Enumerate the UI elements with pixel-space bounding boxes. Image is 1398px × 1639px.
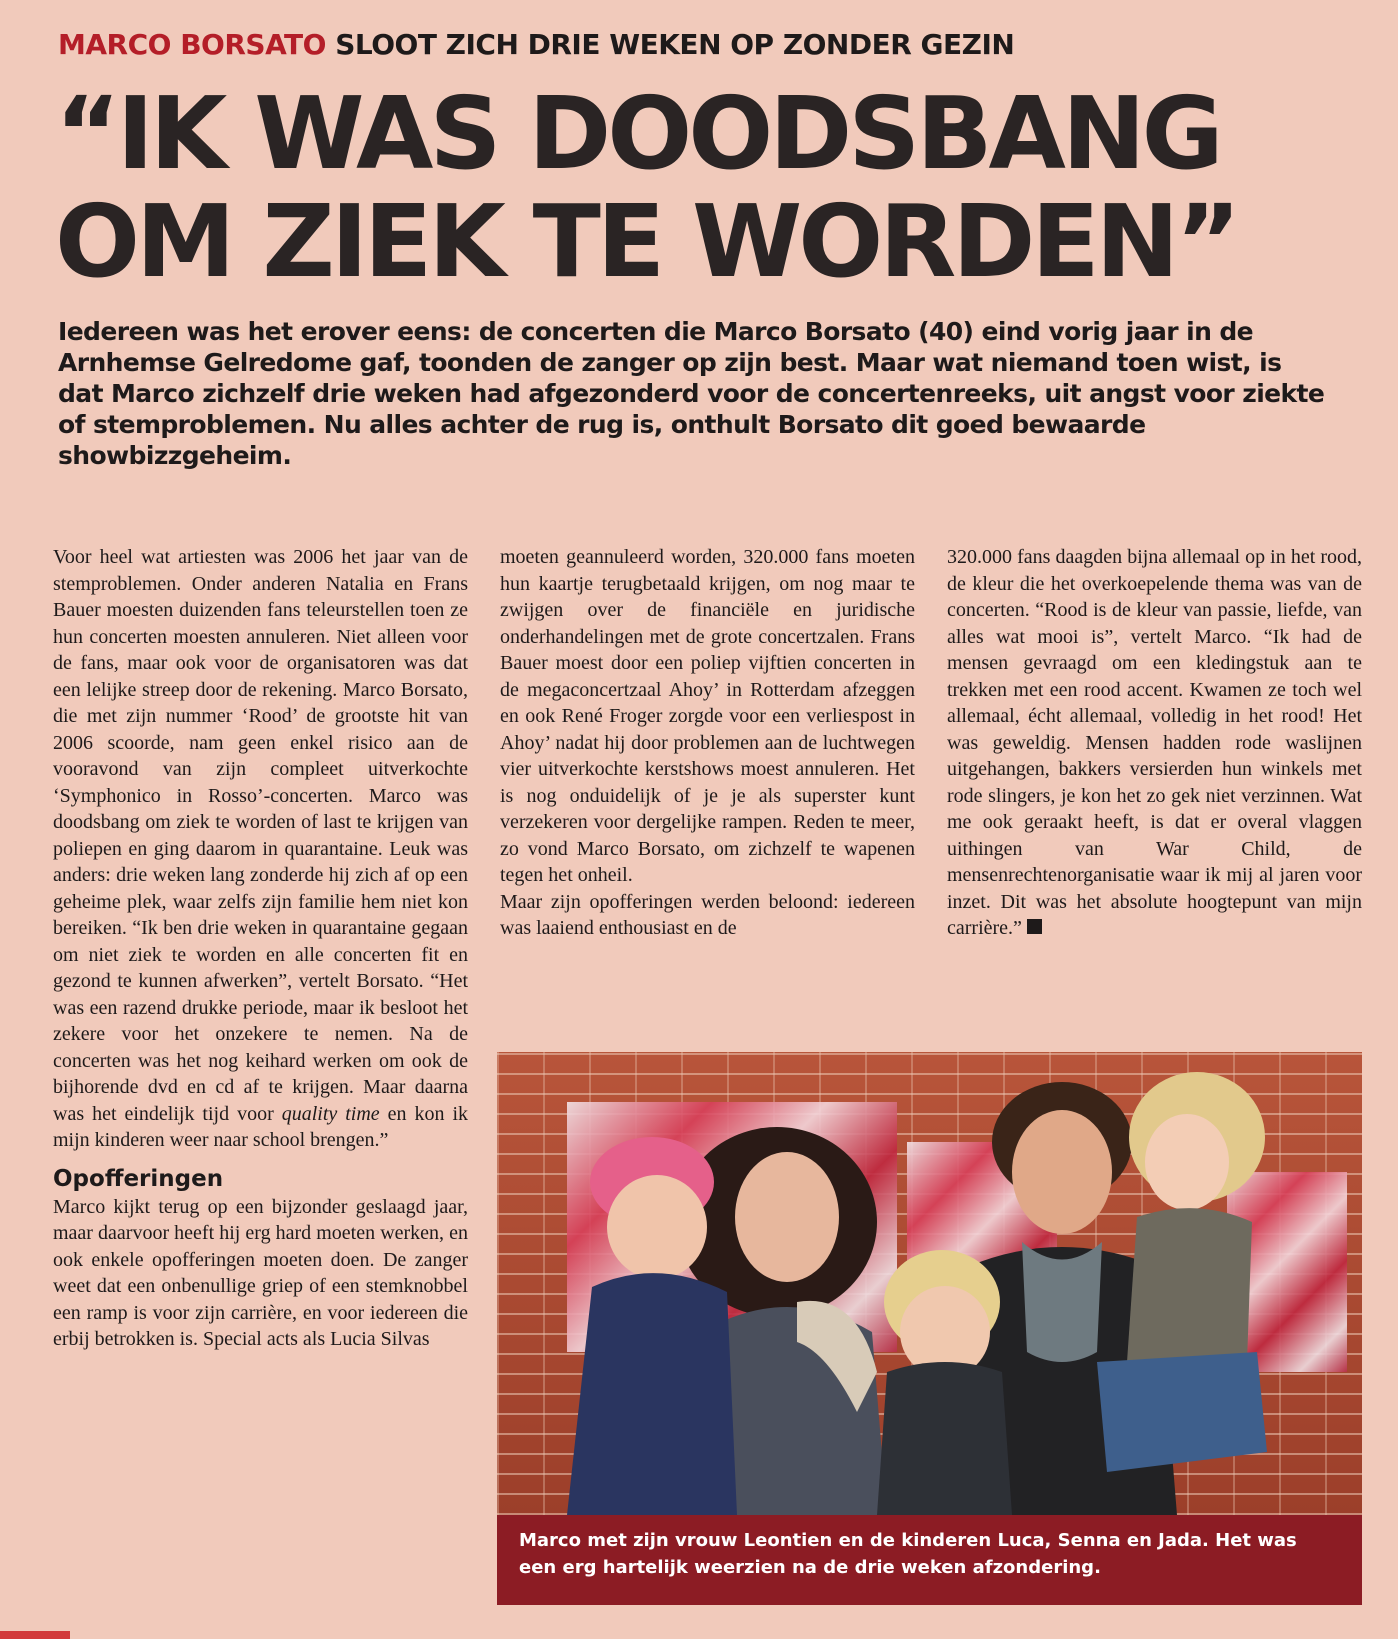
paragraph-text: 320.000 fans daagden bijna allemaal op in het rood, de kleur die het overkoepelende thema was van de concerten. “Rood is de kleur van passie, liefde, van alles wat mooi is”, vertelt Marco. “Ik had de mensen gevraagd om een kledingstuk aan te trekken met een rood accent. Kwamen ze toch wel allemaal, écht allemaal, volledig in het rood! Het was geweldig. Mensen hadden rode waslijnen uitgehangen, bakkers versierden hun winkels met rode slingers, je kon het zo gek niet verzinnen. Wat me ook geraakt heeft, is dat er overal vlaggen uithingen van War Child, de mensenrechtenorganisatie waar ik mij al jaren voor inzet. Dit was het absolute hoogtepunt van mijn carrière.” [947,546,1362,939]
photo-caption: Marco met zijn vrouw Leontien en de kinderen Luca, Senna en Jada. Het was een erg hartelijk weerzien na de drie weken afzondering. [497,1515,1362,1605]
article-column-1 [53,544,468,1353]
paragraph [53,544,468,1154]
family-figures [497,1052,1362,1515]
paragraph-text: en kon ik mijn kinderen weer naar school brengen.” [53,1102,468,1151]
photo-figure [497,1052,1362,1605]
paragraph: Maar zijn opofferingen werden beloond: iedereen was laaiend enthousiast en de [500,890,915,939]
article-column-3 [947,544,1362,942]
headline: “IK WAS DOODSBANG OM ZIEK TE WORDEN” [55,75,1238,300]
paragraph: Marco kijkt terug op een bijzonder geslaagd jaar, maar daarvoor heeft hij erg hard moeten werken, en ook enkele opofferingen moeten doen. De zanger weet dat een onbenullige griep of een stemknobbel een ramp is voor zijn carrière, en voor iedereen die erbij betrokken is. Special acts als Lucia Silvas [53,1195,468,1350]
article-column-2 [500,544,915,999]
lead-paragraph: Iedereen was het erover eens: de concerten die Marco Borsato (40) eind vorig jaar in de Arnhemse Gelredome gaf, toonden de zanger op zijn best. Maar wat niemand toen wist, is dat Marco zichzelf drie weken had afgezonderd voor de concertenreeks, uit angst voor ziekte of stemproblemen. Nu alles achter de rug is, onthult Borsato dit goed bewaarde showbizzgeheim. [58,317,1325,470]
subheading: Opofferingen [53,1165,224,1192]
kicker-text: SLOOT ZICH DRIE WEKEN OP ZONDER GEZIN [325,28,1015,61]
page-corner-tab [0,1631,70,1639]
paragraph-text: Voor heel wat artiesten was 2006 het jaar van de stemproblemen. Onder anderen Natalia en Frans Bauer moesten duizenden fans teleurstellen toen ze hun concerten moesten annuleren. Niet alleen voor de fans, maar ook voor de organisatoren was dat een lelijke streep door de rekening. Marco Borsato, die met zijn nummer ‘Rood’ de grootste hit van 2006 scoorde, nam geen enkel risico aan de vooravond van zijn compleet uitverkochte ‘Symphonico in Rosso’-concerten. Marco was doodsbang om ziek te worden of last te krijgen van poliepen en ging daarom in quarantaine. Leuk was anders: drie weken lang zonderde hij zich af op een geheime plek, waar zelfs zijn familie hem niet kon bereiken. “Ik ben drie weken in quarantaine gegaan om niet ziek te worden en alle concerten fit en gezond te kunnen afwerken”, vertelt Borsato. “Het was een razend drukke periode, maar ik besloot het zekere voor het onzekere te nemen. Na de concerten was het nog keihard werken om ook de bijhorende dvd en cd af te krijgen. Maar daarna was het eindelijk tijd voor [53,546,468,1125]
kicker-name: MARCO BORSATO [58,28,326,61]
paragraph [947,544,1362,942]
kicker [58,28,1308,61]
end-mark-icon [1027,919,1042,934]
paragraph: moeten geannuleerd worden, 320.000 fans moeten hun kaartje terugbetaald krijgen, om nog maar te zwijgen over de financiële en juridische onderhandelingen met de grote concertzalen. Frans Bauer moest door een poliep vijftien concerten in de megaconcertzaal Ahoy’ in Rotterdam afzeggen en ook René Froger zorgde voor een verliespost in Ahoy’ nadat hij door problemen aan de luchtwegen vier uitverkochte kerstshows moest annuleren. Het is nog onduidelijk of je je als superster kunt verzekeren voor dergelijke rampen. Reden te meer, zo vond Marco Borsato, om zichzelf te wapenen tegen het onheil. [500,546,915,886]
family-photo [497,1052,1362,1515]
paragraph-emphasis: quality time [281,1102,380,1125]
